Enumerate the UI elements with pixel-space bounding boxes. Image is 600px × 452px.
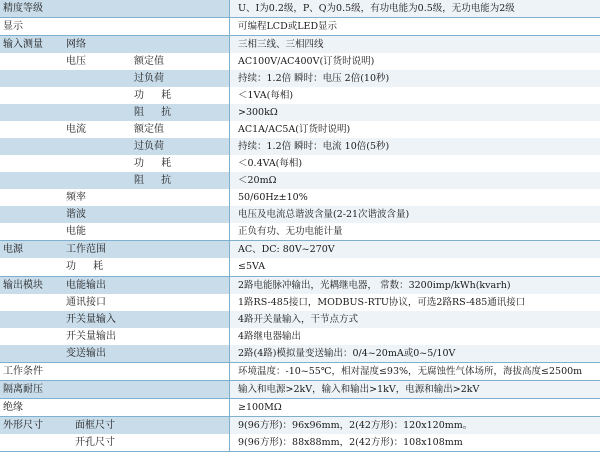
spec-subcategory: 电压: [66, 56, 86, 68]
spec-item: [131, 223, 230, 241]
spec-value: 50/60Hz±10%: [230, 189, 600, 206]
spec-category: [0, 104, 63, 121]
spec-category: 工作条件: [0, 362, 63, 380]
spec-value: 可编程LCD或LED显示: [230, 18, 600, 36]
spec-value: 4路开关量输入，干节点方式: [230, 311, 600, 328]
spec-value: 环境温度：-10~55℃，相对湿度≤93%，无腐蚀性气体场所，海拔高度≤2500m: [230, 362, 600, 380]
spec-subcategory: 网络: [63, 36, 131, 54]
spec-item: [131, 0, 230, 18]
spec-row: [0, 223, 600, 241]
spec-item: 阻 抗: [131, 172, 230, 189]
spec-value: ＜0.4VA(每相): [230, 155, 600, 172]
spec-category: [0, 434, 63, 452]
spec-subcategory: 谐波: [63, 206, 131, 223]
spec-item: 过负荷: [131, 70, 230, 87]
spec-subcategory: 开关量输入: [63, 311, 131, 328]
spec-category: [0, 172, 63, 189]
spec-subcategory: 面框尺寸: [63, 416, 131, 434]
spec-item: [131, 345, 230, 363]
spec-value: U、I为0.2级，P、Q为0.5级，有功电能为0.5级，无功电能为2级: [230, 0, 600, 18]
spec-item: [131, 189, 230, 206]
spec-value: AC、DC: 80V~270V: [230, 241, 600, 259]
spec-subcategory: 开关量输出: [66, 330, 116, 342]
spec-item: 额定值: [134, 56, 164, 68]
spec-category: [0, 189, 63, 206]
spec-value: 2路电能脉冲输出，光耦继电器， 常数：3200imp/kWh(kvarh): [230, 276, 600, 294]
spec-category: [0, 345, 63, 363]
spec-subcategory: 变送输出: [63, 345, 131, 363]
spec-category: [0, 121, 63, 138]
spec-value: 输入和电源>2kV，输入和输出>1kV，电源和输出>2kV: [230, 380, 600, 398]
spec-subcategory: [63, 104, 131, 121]
spec-row: [0, 138, 600, 155]
spec-item: [131, 416, 230, 434]
spec-row: [0, 311, 600, 328]
spec-row: [0, 398, 600, 416]
spec-category: [0, 328, 63, 345]
spec-category: [0, 258, 63, 276]
spec-row: [0, 104, 600, 121]
spec-row: [0, 345, 600, 363]
spec-value: 9(96方形)：88x88mm，2(42方形)：108x108mm: [230, 434, 600, 452]
spec-category: [0, 70, 63, 87]
spec-value: 4路继电器输出: [230, 328, 600, 345]
spec-row: [0, 328, 600, 345]
spec-value: 9(96方形)：96x96mm，2(42方形)：120x120mm。: [230, 416, 600, 434]
spec-item: 功 耗: [134, 158, 179, 170]
spec-subcategory: [63, 18, 131, 36]
spec-subcategory: [63, 87, 131, 104]
spec-row: [0, 121, 600, 138]
spec-row: [0, 155, 600, 172]
spec-category: [0, 53, 63, 70]
spec-value: ＜1VA(每相): [230, 87, 600, 104]
spec-item: [131, 241, 230, 259]
spec-subcategory: [63, 172, 131, 189]
spec-subcategory: [63, 398, 131, 416]
spec-row: [0, 416, 600, 434]
spec-category: 输出模块: [0, 276, 63, 294]
spec-value: 电压及电流总谐波含量(2-21次谐波含量): [230, 206, 600, 223]
spec-item: [131, 380, 230, 398]
spec-value: ＜20mΩ: [230, 172, 600, 189]
spec-row: [0, 258, 600, 276]
spec-subcategory: 功 耗: [66, 261, 111, 273]
spec-value: 2路(4路)模拟量变送输出：0/4~20mA或0~5/10V: [230, 345, 600, 363]
spec-value: ≤5VA: [230, 258, 600, 276]
spec-row: [0, 0, 600, 18]
spec-item: [131, 311, 230, 328]
spec-value: 三相三线、三相四线: [230, 36, 600, 54]
spec-row: [0, 36, 600, 54]
spec-value: 持续：1.2倍 瞬时：电压 2倍(10秒): [230, 70, 600, 87]
spec-value: AC1A/AC5A(订货时说明): [230, 121, 600, 138]
spec-category: [0, 87, 63, 104]
spec-subcategory: 电能: [66, 226, 86, 238]
spec-category: 精度等级: [0, 0, 63, 18]
spec-row: [0, 206, 600, 223]
spec-subcategory: [63, 155, 131, 172]
spec-subcategory: [63, 362, 131, 380]
spec-value: 持续：1.2倍 瞬时：电流 10倍(5秒): [230, 138, 600, 155]
spec-category: 输入测量: [0, 36, 63, 54]
spec-row: [0, 276, 600, 294]
spec-item: [131, 258, 230, 276]
spec-category: [0, 206, 63, 223]
spec-row: [0, 87, 600, 104]
spec-row: [0, 241, 600, 259]
spec-item: [131, 328, 230, 345]
spec-item: [131, 206, 230, 223]
spec-value: 1路RS-485接口，MODBUS-RTU协议，可选2路RS-485通讯接口: [230, 294, 600, 311]
spec-category: 显示: [0, 18, 63, 36]
spec-item: [131, 398, 230, 416]
spec-row: [0, 380, 600, 398]
spec-row: [0, 172, 600, 189]
spec-row: [0, 18, 600, 36]
spec-item: [131, 18, 230, 36]
spec-item: [131, 434, 230, 452]
spec-row: [0, 189, 600, 206]
spec-value: 正负有功、无功电能计量: [230, 223, 600, 241]
spec-value: >300kΩ: [230, 104, 600, 121]
spec-subcategory: 开孔尺寸: [63, 434, 131, 452]
spec-category: [0, 138, 63, 155]
spec-subcategory: 电流: [66, 124, 86, 136]
spec-category: [0, 223, 63, 241]
spec-subcategory: [63, 70, 131, 87]
spec-category: 绝缘: [0, 398, 63, 416]
spec-item: [131, 294, 230, 311]
spec-item: 额定值: [134, 124, 164, 136]
spec-subcategory: 通讯接口: [66, 296, 106, 308]
spec-category: 隔离耐压: [0, 380, 63, 398]
spec-item: [131, 362, 230, 380]
spec-item: 阻 抗: [131, 104, 230, 121]
spec-item: 过负荷: [131, 138, 230, 155]
spec-item: [131, 36, 230, 54]
spec-subcategory: [63, 138, 131, 155]
spec-subcategory: 电能输出: [63, 276, 131, 294]
spec-category: 外形尺寸: [0, 416, 63, 434]
spec-subcategory: [63, 0, 131, 18]
spec-item: 功 耗: [134, 90, 179, 102]
spec-subcategory: 工作范围: [63, 241, 131, 259]
spec-value: ≥100MΩ: [230, 398, 600, 416]
spec-row: [0, 434, 600, 452]
spec-category: [0, 311, 63, 328]
spec-category: [0, 155, 63, 172]
spec-subcategory: 频率: [66, 192, 86, 204]
spec-row: [0, 362, 600, 380]
spec-category: 电源: [0, 241, 63, 259]
spec-item: [131, 276, 230, 294]
spec-category: [0, 294, 63, 311]
spec-row: [0, 70, 600, 87]
spec-subcategory: [63, 380, 131, 398]
spec-value: AC100V/AC400V(订货时说明): [230, 53, 600, 70]
spec-row: [0, 294, 600, 311]
spec-row: [0, 53, 600, 70]
